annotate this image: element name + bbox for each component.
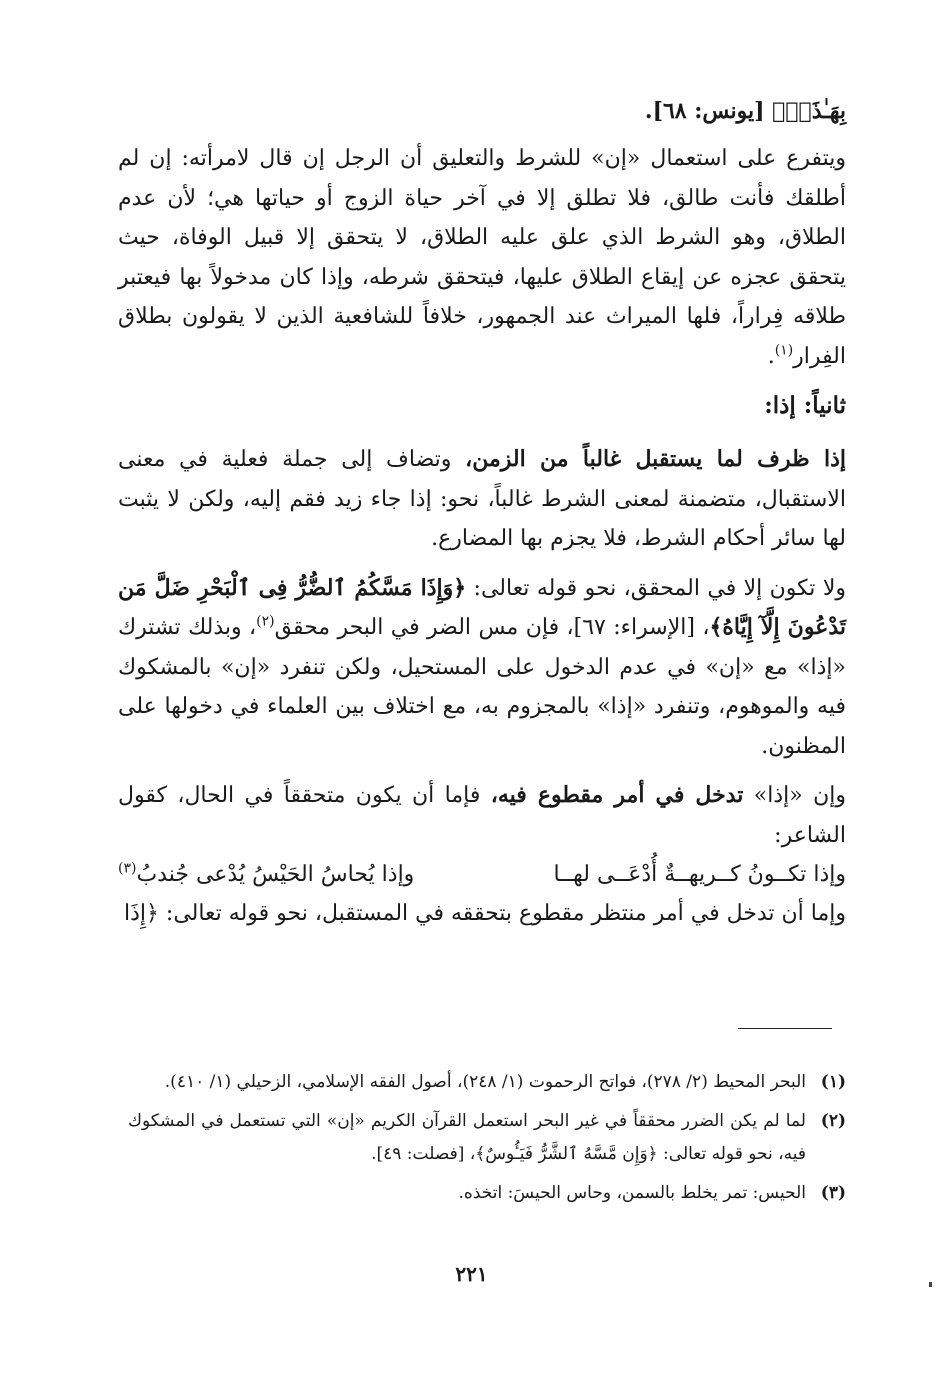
continuation-line: [118, 92, 846, 131]
footnote-divider: [738, 1028, 832, 1029]
footnote-item: [128, 1177, 846, 1210]
footnote-ref-2[interactable]: (٢): [256, 613, 275, 630]
footnotes: [128, 1066, 846, 1216]
footnote-ref-1[interactable]: (١): [774, 342, 794, 359]
poem-verse: [118, 855, 846, 894]
footnote-number: (٣): [820, 1183, 846, 1203]
paragraph-text: ويتفرع على استعمال «إن» للشرط والتعليق أن الرجل إن قال لامرأته: إن لم أطلقك فأنت طالق، فلا تطلق إلا في آخر حياة الزوج أو حياتها هي؛ لأن عدم الطلاق، وهو الشرط الذي علق عليه الطلاق، لا يتحقق إلا قبيل الوفاة، حيث يتحقق عجزه عن إيقاع الطلاق عليها، فيتحقق شرطه، وإذا كان مدخولاً بها فيعتبر طلاقه فِراراً، فلها الميراث عند الجمهور، خلافاً للشافعية الذين لا يقولون بطلاق الفِرار: [118, 146, 846, 369]
page-number: ٢٢١: [455, 1262, 488, 1286]
footnote-item: [128, 1105, 846, 1171]
footnote-text: الحيس: تمر يخلط بالسمن، وحاس الحيسَ: اتخذه.: [458, 1183, 806, 1203]
paragraph-future: وإما أن تدخل في أمر منتظر مقطوع بتحققه في المستقبل، نحو قوله تعالى: ﴿إِذَا: [124, 901, 846, 926]
footnote-number: (١): [820, 1072, 846, 1092]
paragraph-text: وتضاف إلى جملة فعلية في معنى الاستقبال، متضمنة لمعنى الشرط غالباً، نحو: إذا جاء زيد فقم إليه، ولكن لا يثبت لها سائر أحكام الشرط، فلا يجزم بها المضارع.: [118, 447, 846, 551]
poem-hemistich-first: وإذا تكــونُ كــريهــةٌ أُدْعَــى لهــا: [553, 862, 846, 887]
definition-bold: إذا ظرف لما يستقبل غالباً من الزمن،: [465, 446, 846, 472]
footnote-text: لما لم يكن الضرر محققاً في غير البحر استعمل القرآن الكريم «إن» التي تستعمل في المشكوك فيه، نحو قوله تعالى: ﴿وَإِن مَّسَّهُ ٱلشَّرُّ فَيَـُٔوسٌ﴾، [فصلت: ٤٩].: [128, 1111, 806, 1164]
emphasis-bold: تدخل في أمر مقطوع فيه،: [490, 782, 744, 808]
quran-verse: ﴿وَإِذَا مَسَّكُمُ ٱلضُّرُّ فِى ٱلْبَحْرِ ضَلَّ مَن تَدْعُونَ إِلَّآ إِيَّاهُ﴾: [118, 574, 846, 640]
paragraph-idha-decisive: وإن «إذا» تدخل في أمر مقطوع فيه، فإما أن يكون متحققاً في الحال، كقول الشاعر:: [118, 782, 846, 848]
paragraph-idha-certain: ولا تكون إلا في المحقق، نحو قوله تعالى: ﴿وَإِذَا مَسَّكُمُ ٱلضُّرُّ فِى ٱلْبَحْرِ ضَلَّ مَن تَدْعُونَ إِلَّآ إِيَّاهُ﴾، [الإسراء: ٦٧]، فإن مس الضر في البحر محقق$^{(٢)}$، وبذلك تشترك «إذا» مع «إن» في عدم الدخول على المستحيل، ولكن تنفرد «إن» بالمشكوك فيه والموهوم، وتنفرد «إذا» بالمجزوم به، مع اختلاف بين العلماء في دخولها على المظنون.: [118, 574, 846, 759]
main-text: [118, 92, 846, 933]
footnote-item: [128, 1066, 846, 1099]
footnote-ref-3[interactable]: (٣): [118, 860, 137, 877]
scan-edge-mark: [929, 1282, 932, 1287]
poem-hemistich-second: وإذا يُحاسُ الحَيْسُ يُدْعى جُندبُ$^{(٣)}$: [118, 860, 415, 887]
section-heading: ثانياً: إذا:: [764, 392, 846, 419]
paragraph-idha-definition: [118, 440, 846, 559]
footnote-text: البحر المحيط (٢/ ٢٧٨)، فواتح الرحموت (١/ ٢٤٨)، أصول الفقه الإسلامي، الزحيلي (١/ ٤١٠).: [164, 1072, 806, 1092]
paragraph-conditional-in: ويتفرع على استعمال «إن» للشرط والتعليق أن الرجل إن قال لامرأته: إن لم أطلقك فأنت طالق، فلا تطلق إلا في آخر حياة الزوج أو حياتها هي؛ لأن عدم الطلاق، وهو الشرط الذي علق عليه الطلاق، لا يتحقق إلا قبيل الوفاة، حيث يتحقق عجزه عن إيقاع الطلاق عليها، فيتحقق شرطه، وإذا كان مدخولاً بها فيعتبر طلاقه فِراراً، فلها الميراث عند الجمهور، خلافاً للشافعية الذين لا يقولون بطلاق الفِرار$^{(١)}$.: [118, 146, 846, 369]
footnote-number: (٢): [820, 1111, 846, 1131]
quran-verse-end: بِهَـٰذَآۚ﴾ [يونس: ٦٨].: [644, 98, 846, 124]
